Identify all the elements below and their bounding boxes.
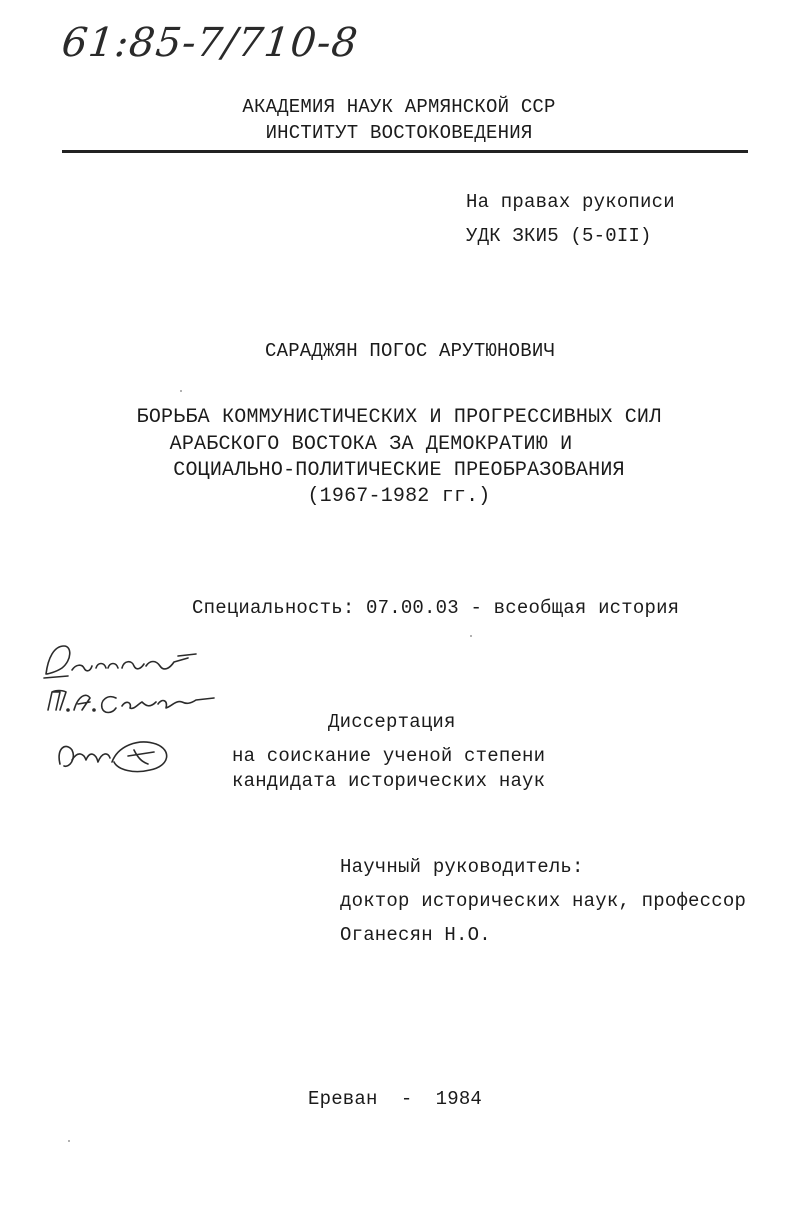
dissertation-label: Диссертация: [328, 711, 456, 733]
title-line-1: БОРЬБА КОММУНИСТИЧЕСКИХ И ПРОГРЕССИВНЫХ СИЛ: [136, 406, 662, 429]
dissertation-field: кандидата исторических наук: [232, 770, 546, 792]
scan-speck: [68, 1140, 70, 1142]
title-years: (1967-1982 гг.): [307, 485, 491, 508]
udc-code: УДК ЗКИ5 (5-0II): [466, 225, 652, 247]
scan-speck: [180, 390, 182, 392]
supervisor-label: Научный руководитель:: [340, 856, 584, 878]
author-name: САРАДЖЯН ПОГОС АРУТЮНОВИЧ: [265, 340, 556, 362]
institution-institute: ИНСТИТУТ ВОСТОКОВЕДЕНИЯ: [265, 122, 533, 144]
title-line-2: АРАБСКОГО ВОСТОКА ЗА ДЕМОКРАТИЮ И: [169, 433, 573, 456]
dissertation-degree-line: на соискание ученой степени: [232, 745, 546, 767]
handwritten-signature-note: [38, 638, 238, 788]
city-year: Ереван - 1984: [308, 1088, 483, 1110]
scan-speck: [470, 635, 472, 637]
title-line-3: СОЦИАЛЬНО-ПОЛИТИЧЕСКИЕ ПРЕОБРАЗОВАНИЯ: [173, 459, 625, 482]
institution-academy: АКАДЕМИЯ НАУК АРМЯНСКОЙ ССР: [242, 96, 556, 118]
specialty: Специальность: 07.00.03 - всеобщая история: [192, 597, 680, 619]
supervisor-name: Оганесян Н.О.: [340, 924, 491, 946]
manuscript-rights: На правах рукописи: [466, 191, 675, 213]
header-rule: [62, 150, 748, 153]
archive-code: 61:85-7/710-8: [59, 20, 361, 66]
supervisor-degree: доктор исторических наук, профессор: [340, 890, 747, 912]
